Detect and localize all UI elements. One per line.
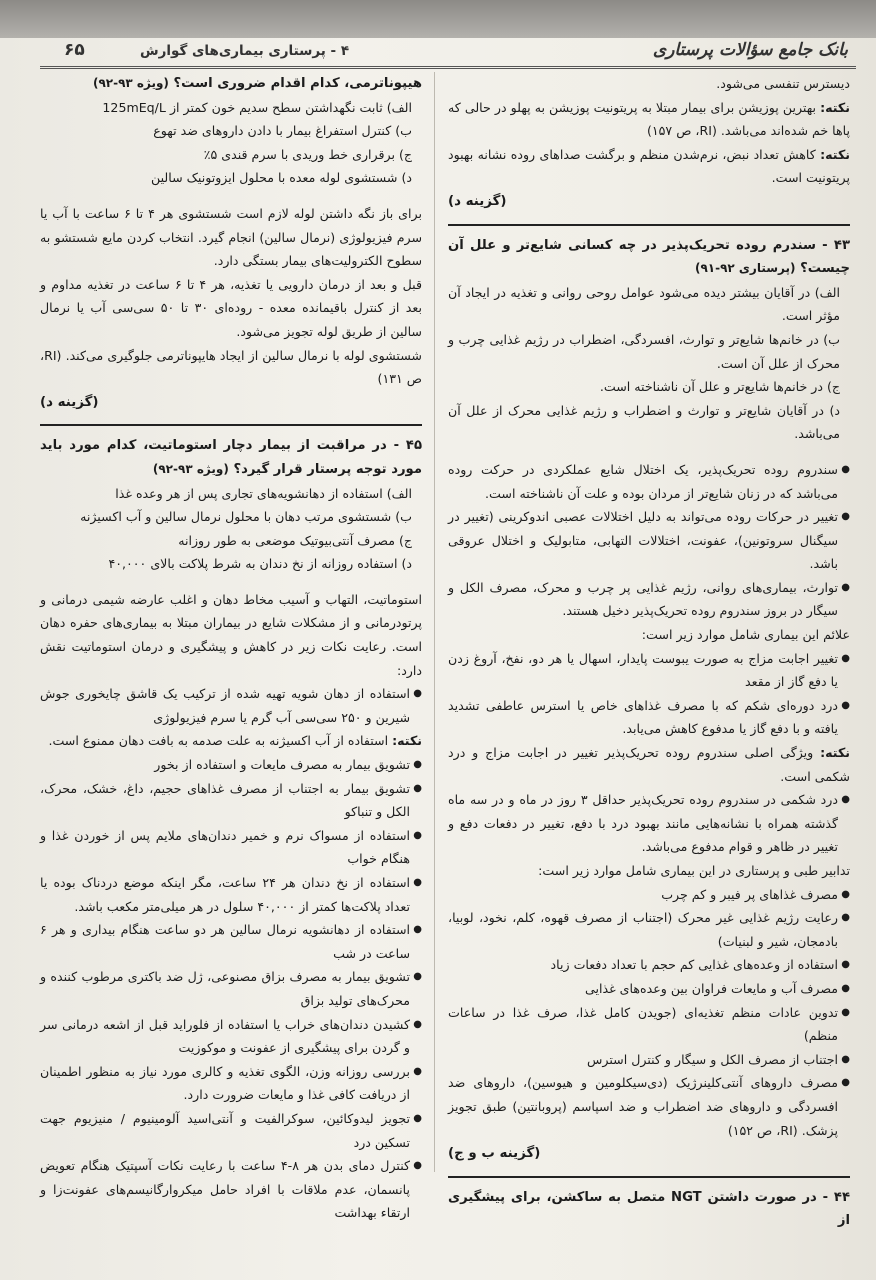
- page-header: [40, 40, 856, 69]
- option: ج) مصرف آنتی‌بیوتیک موضعی به طور روزانه: [178, 532, 412, 548]
- option: د) استفاده روزانه از نخ دندان به شرط پلاکت بالای ۴۰,۰۰۰: [108, 556, 412, 572]
- bullet-item: ● مصرف غذاهای پر فیبر و کم چرب: [448, 883, 850, 907]
- option: ب) کنترل استفراغ بیمار با دادن داروهای ضد تهوع: [153, 123, 412, 139]
- option: د) شستشوی لوله معده با محلول ایزوتونیک سالین: [151, 170, 412, 186]
- explanation-paragraph: استوماتیت، التهاب و آسیب مخاط دهان و اغلب عارضه شیمی درمانی و پرتودرمانی و از مشکلات شایع در بیماران مبتلا به بیماری‌های حفره دهان است. رعایت نکات زیر در کاهش و پیشگیری و درمان استوماتیت نقش دارد:: [40, 591, 422, 678]
- option: ب) در خانم‌ها شایع‌تر و توارث، افسردگی، اضطراب در رژیم غذایی چرب و محرک از علل آن است.: [448, 331, 840, 371]
- question-separator: [448, 1176, 850, 1178]
- question-44: ۴۴ - در صورت داشتن NGT متصل به ساکشن، برای پیشگیری از: [448, 1189, 851, 1229]
- bullet-item: ● استفاده از نخ دندان هر ۲۴ ساعت، مگر اینکه موضع دردناک بوده یا تعداد پلاکت‌ها کمتر از ۴۰,۰۰۰ سلول در هر میلی‌متر مکعب باشد.: [40, 871, 422, 918]
- option: ج) برقراری خط وریدی با سرم قندی ۵٪: [203, 146, 412, 162]
- note-text: کاهش تعداد نبض، نرم‌شدن منظم و برگشت صداهای روده نشانه بهبود پریتونیت است.: [448, 146, 850, 186]
- question-45: [40, 434, 422, 481]
- intro-text: دیسترس تنفسی می‌شود.: [716, 76, 850, 91]
- left-column: [40, 72, 422, 1225]
- question-text: ۴۳ - سندرم روده تحریک‌پذیر در چه کسانی شایع‌تر و علل آن چیست؟: [448, 237, 850, 277]
- bullet-item: ● مصرف آب و مایعات فراوان بین وعده‌های غذایی: [448, 977, 850, 1001]
- bullet-item: ● استفاده از مسواک نرم و خمیر دندان‌های ملایم پس از خوردن غذا و هنگام خواب: [40, 824, 422, 871]
- option: ج) در خانم‌ها شایع‌تر و علل آن ناشناخته است.: [599, 379, 840, 395]
- note-text: بهترین پوزیشن برای بیمار مبتلا به پریتونیت پوزیشن به پهلو در حالی که پاها خم شده‌اند می‌باشد. (RI، ص ۱۵۷): [448, 99, 850, 139]
- bullet-item: ● تغییر در حرکات روده می‌تواند به دلیل اختلالات عصبی اندوکرینی (تغییر در سیگنال سروتونین)، عفونت، اختلالات التهابی، متابولیک و اختلال عروقی باشد.: [448, 505, 850, 576]
- page-number: ۶۵: [64, 40, 85, 60]
- bullet-item: ● درد شکمی در سندروم روده تحریک‌پذیر حداقل ۳ روز در ماه و در سه ماه گذشته همراه با نشانه‌هایی مانند بهبود درد با دفع، تغییر در دفعات دفع و تغییر در ظاهر و قوام مدفوع می‌باشد.: [448, 788, 850, 859]
- option: الف) در آقایان بیشتر دیده می‌شود عوامل روحی روانی و تغذیه در ایجاد آن مؤثر است.: [448, 284, 840, 324]
- note-text: استفاده از آب اکسیژنه به علت صدمه به بافت دهان ممنوع است.: [48, 733, 389, 749]
- option: الف) ثابت نگهداشتن سطح سدیم خون کمتر از 125mEq/L: [102, 99, 412, 115]
- question-text: ۴۵ - در مراقبت از بیمار دچار استوماتیت، کدام مورد باید مورد توجه پرستار قرار گیرد؟: [40, 438, 422, 477]
- bullet-item: ● تدوین عادات منظم تغذیه‌ای (جویدن کامل غذا، صرف غذا در ساعات منظم): [448, 1001, 850, 1048]
- option: الف) استفاده از دهانشویه‌های تجاری پس از هر وعده غذا: [115, 485, 412, 501]
- question-continued: [40, 72, 422, 96]
- note-icon-label: نکته:: [392, 733, 422, 749]
- bullet-item: ● سندروم روده تحریک‌پذیر، یک اختلال شایع عملکردی در حرکت روده می‌باشد که در زنان شایع‌تر از مردان بوده و علت آن ناشناخته است.: [448, 458, 850, 505]
- bullet-item: ● استفاده از وعده‌های غذایی کم حجم با تعداد دفعات زیاد: [448, 953, 850, 977]
- bullet-item: ● رعایت رژیم غذایی غیر محرک (اجتناب از مصرف قهوه، کلم، نخود، لوبیا، بادمجان، شیر و لبنیات): [448, 906, 850, 953]
- bullet-item: ● کشیدن دندان‌های خراب یا استفاده از فلوراید قبل از اشعه درمانی سر و گردن برای پیشگیری از عفونت و موکوزیت: [40, 1013, 422, 1060]
- answer-label: (گزینه د): [40, 394, 99, 410]
- option: د) در آقایان شایع‌تر و توارث و اضطراب و رژیم غذایی محرک از علل آن می‌باشد.: [448, 402, 840, 442]
- note-block: [448, 741, 850, 788]
- explanation-paragraph: قبل و بعد از درمان دارویی یا تغذیه، هر ۴ تا ۶ ساعت در تغذیه مداوم و بعد از کنترل باقیمانده معده - روده‌ای ۳۰ تا ۵۰ سی‌سی آب یا نرمال سالین از طریق لوله تجویز می‌شود.: [40, 276, 422, 339]
- bullet-item: ● تغییر اجابت مزاج به صورت یبوست پایدار، اسهال یا هر دو، نفخ، آروغ زدن یا دفع گاز از مقعد: [448, 647, 850, 694]
- chapter-title: ۴ - پرستاری بیماری‌های گوارش: [140, 43, 350, 59]
- bullet-item: ● اجتناب از مصرف الکل و سیگار و کنترل استرس: [448, 1048, 850, 1072]
- bullet-item: ● تشویق بیمار به مصرف بزاق مصنوعی، ژل ضد باکتری مرطوب کننده و محرک‌های تولید بزاق: [40, 965, 422, 1012]
- bullet-item: ● درد دوره‌ای شکم که با مصرف غذاهای خاص یا استرس عاطفی تشدید یافته و با دفع گاز یا مدفوع کاهش می‌یابد.: [448, 694, 850, 741]
- note-icon-label: نکته:: [820, 146, 850, 162]
- answer-label: (گزینه د): [448, 193, 507, 209]
- note-block: [448, 96, 850, 143]
- question-source: (ویژه ۹۳-۹۲): [92, 76, 169, 90]
- question-text: هیپوناترمی، کدام اقدام ضروری است؟: [173, 76, 422, 91]
- note-text: ویژگی اصلی سندروم روده تحریک‌پذیر تغییر در اجابت مزاج و درد شکمی است.: [448, 745, 850, 784]
- bullet-item: ● تشویق بیمار به اجتناب از مصرف غذاهای حجیم، داغ، خشک، محرک، الکل و تنباکو: [40, 777, 422, 824]
- bullet-item: ● توارث، بیماری‌های روانی، رژیم غذایی پر چرب و محرک، مصرف الکل و سیگار در بروز سندروم روده تحریک‌پذیر دخیل هستند.: [448, 576, 850, 623]
- bullet-item: ● تشویق بیمار به مصرف مایعات و استفاده از بخور: [40, 753, 422, 777]
- book-title: بانک جامع سؤالات پرستاری: [652, 40, 848, 60]
- bullet-item: ● تجویز لیدوکائین، سوکرالفیت و آنتی‌اسید آلومینیوم / منیزیوم جهت تسکین درد: [40, 1107, 422, 1154]
- question-source: (ویژه ۹۳-۹۲): [152, 461, 229, 476]
- explanation-paragraph: برای باز نگه داشتن لوله لازم است شستشوی هر ۴ تا ۶ ساعت با آب یا سرم فیزیولوژی (نرمال سالین) انجام گیرد. انتخاب کردن مایع شستشو به سطوح الکترولیت‌های بیمار بستگی دارد.: [40, 205, 422, 269]
- symptoms-intro: علائم این بیماری شامل موارد زیر است:: [641, 627, 850, 643]
- bullet-item: ● مصرف داروهای آنتی‌کلینرژیک (دی‌سیکلومین و هیوسین)، داروهای ضد افسردگی و داروهای ضد اضطراب و ضد اسپاسم (پروبانتین) طبق تجویز پزشک. (RI، ص ۱۵۲): [448, 1071, 850, 1142]
- care-intro: تدابیر طبی و پرستاری در این بیماری شامل موارد زیر است:: [538, 863, 850, 878]
- bullet-item: ● بررسی روزانه وزن، الگوی تغذیه و کالری مورد نیاز به منظور اطمینان از دریافت کافی غذا و مایعات ضرورت دارد.: [40, 1060, 422, 1107]
- note-block: [448, 143, 850, 190]
- note-icon-label: نکته:: [820, 745, 850, 761]
- option: ب) شستشوی مرتب دهان با محلول نرمال سالین و آب اکسیژنه: [80, 509, 412, 525]
- question-separator: [448, 224, 850, 226]
- bullet-item: ● استفاده از دهان شویه تهیه شده از ترکیب یک قاشق چایخوری جوش شیرین و ۲۵۰ سی‌سی آب گرم یا سرم فیزیولوژی: [40, 682, 422, 729]
- right-column: [448, 72, 850, 1233]
- note-icon-label: نکته:: [820, 99, 850, 115]
- explanation-paragraph: شستشوی لوله با نرمال سالین از ایجاد هایپوناترمی جلوگیری می‌کند. (RI، ص ۱۳۱): [40, 347, 422, 387]
- column-divider: [434, 72, 435, 1172]
- answer-label: (گزینه ب و ج): [448, 1146, 541, 1162]
- bullet-item: ● کنترل دمای بدن هر ۸-۴ ساعت با رعایت نکات آسپتیک هنگام تعویض پانسمان، عدم ملاقات با افراد حامل میکروارگانیسم‌های عفونت‌زا و ارتقاء بهداشت: [40, 1154, 422, 1225]
- question-source: (پرستاری ۹۲-۹۱): [694, 261, 796, 276]
- page-top-shadow: [0, 0, 876, 38]
- question-43: [448, 234, 850, 281]
- bullet-item: ● استفاده از دهانشویه نرمال سالین هر دو ساعت هنگام بیداری و هر ۶ ساعت در شب: [40, 918, 422, 965]
- question-separator: [40, 424, 422, 426]
- note-block: [40, 729, 422, 753]
